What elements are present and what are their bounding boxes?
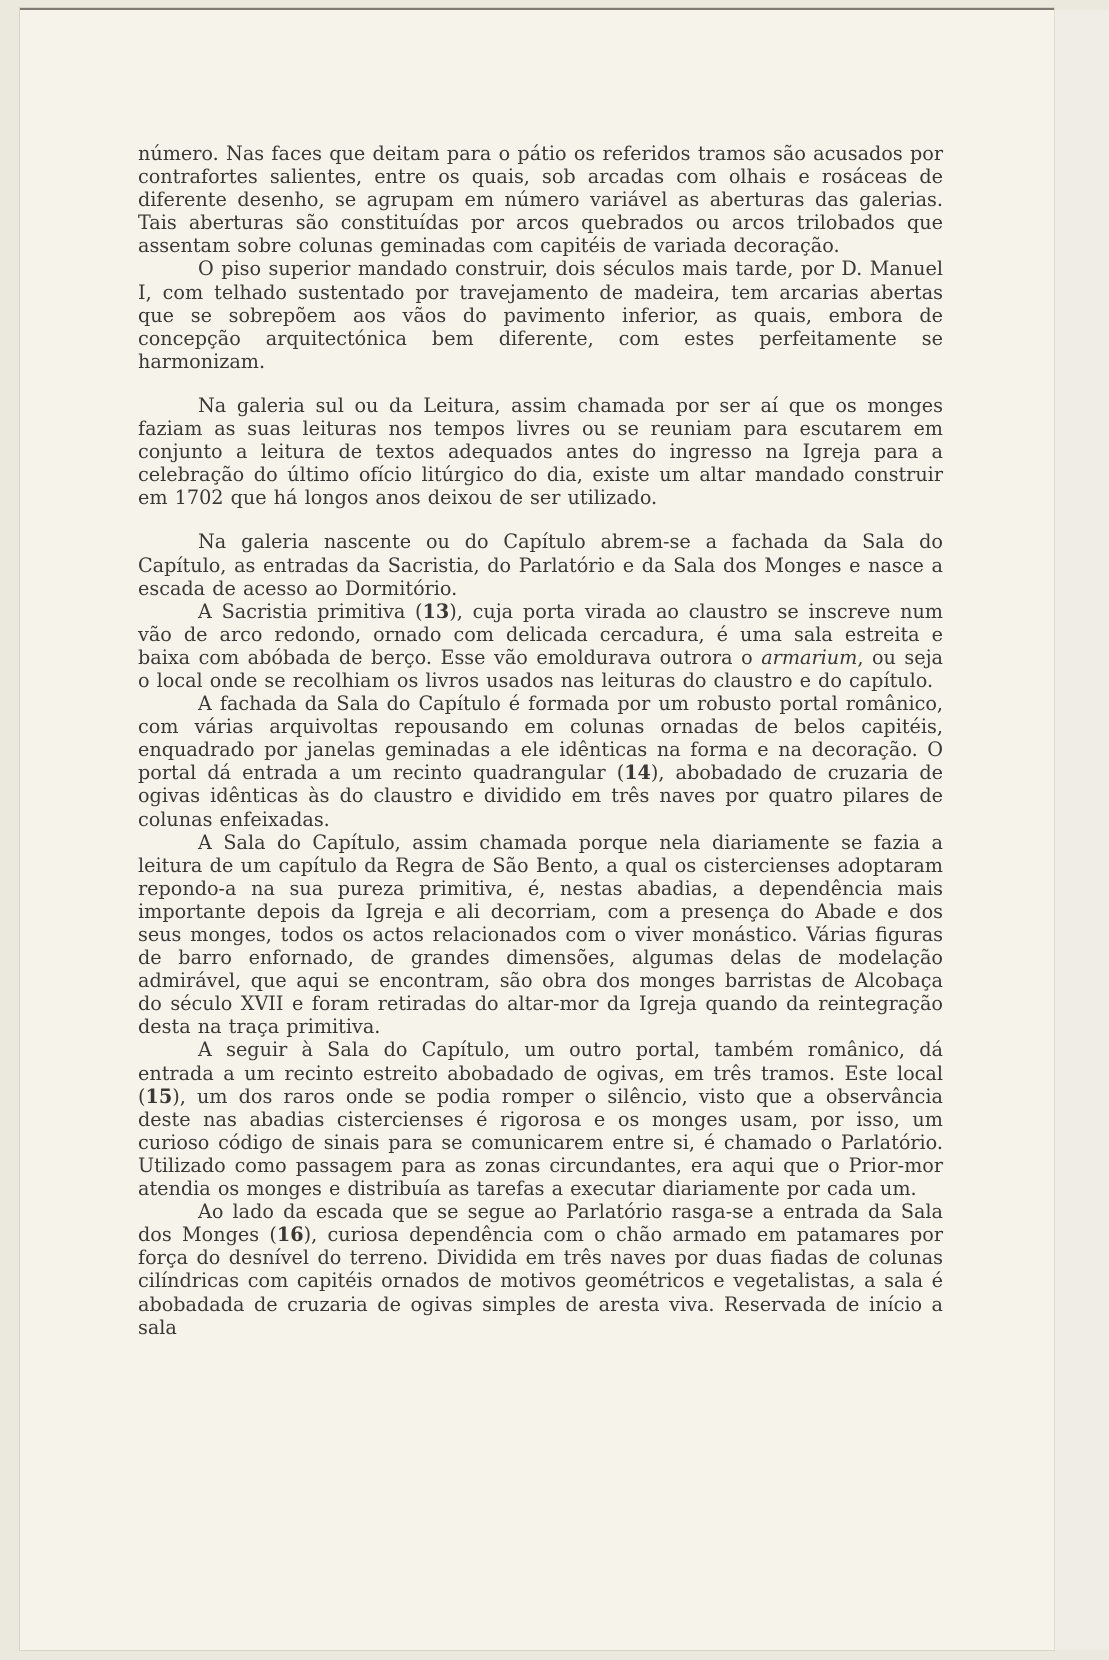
figure-reference-number: 16 <box>276 1223 304 1247</box>
paragraph-text: ), cuja porta virada ao claustro se inscreve num vão de arco redondo, ornado com delicada cercadura, é uma sala estreita e baixa com abóbada de berço. Esse vão emoldurava outrora o <box>138 599 943 669</box>
italic-term: armarium <box>761 645 858 669</box>
page-body-text <box>138 142 943 1339</box>
paragraph-text: número. Nas faces que deitam para o pátio os referidos tramos são acusados por contrafortes salientes, entre os quais, sob arcadas com olhais e rosáceas de diferente desenho, se agrupam em número variável as aberturas das galerias. Tais aberturas são constituídas por arcos quebrados ou arcos trilobados que assentam sobre colunas geminadas com capitéis de variada decoração. <box>138 142 943 258</box>
paragraph <box>138 1038 943 1200</box>
figure-reference-number: 14 <box>624 761 651 785</box>
paragraph <box>138 692 943 831</box>
paragraph <box>138 530 943 599</box>
paragraph-text: ), curiosa dependência com o chão armado em patamares por força do desnível do terreno. Dividida em três naves por duas fiadas de colunas cilíndricas com capitéis ornados de motivos geométricos e vegetalistas, a sala é abobadada de cruzaria de ogivas simples de aresta viva. Reservada de início a sala <box>138 1223 943 1339</box>
paragraph-text: A Sacristia primitiva ( <box>198 599 423 623</box>
paragraph-text: A fachada da Sala do Capítulo é formada por um robusto portal românico, com várias arquivoltas repousando em colunas ornadas de belos capitéis, enquadrado por janelas geminadas a ele idênticas na forma e na decoração. O portal dá entrada a um recinto quadrangular ( <box>138 692 943 785</box>
paragraph-text: ), abobadado de cruzaria de ogivas idênticas às do claustro e dividido em três naves por quatro pilares de colunas enfeixadas. <box>138 761 943 831</box>
figure-reference-number: 13 <box>422 599 450 623</box>
paragraph <box>138 142 943 257</box>
paragraph <box>138 257 943 372</box>
paragraph <box>138 831 943 1039</box>
paragraph-text: A seguir à Sala do Capítulo, um outro portal, também românico, dá entrada a um recinto estreito abobadado de ogivas, em três tramos. Este local ( <box>138 1038 943 1108</box>
paragraph-text: Na galeria nascente ou do Capítulo abrem-se a fachada da Sala do Capítulo, as entradas da Sacristia, do Parlatório e da Sala dos Monges e nasce a escada de acesso ao Dormitório. <box>138 530 943 600</box>
paragraph-text: O piso superior mandado construir, dois séculos mais tarde, por D. Manuel I, com telhado sustentado por travejamento de madeira, tem arcarias abertas que se sobrepõem aos vãos do pavimento inferior, as quais, embora de concepção arquitectónica bem diferente, com estes perfeitamente se harmonizam. <box>138 257 943 373</box>
scan-right-edge <box>1054 10 1109 1650</box>
paragraph-text: Ao lado da escada que se segue ao Parlatório rasga-se a entrada da Sala dos Monges ( <box>138 1200 943 1247</box>
figure-reference-number: 15 <box>145 1084 173 1108</box>
paragraph <box>138 1200 943 1339</box>
paragraph <box>138 394 943 509</box>
paragraph-text: ), um dos raros onde se podia romper o silêncio, visto que a observância deste nas abadias cistercienses é rigorosa e os monges usam, por isso, um curioso código de sinais para se comunicarem entre si, é chamado o Parlatório. Utilizado como passagem para as zonas circundantes, era aqui que o Prior-mor atendia os monges e distribuía as tarefas a executar diariamente por cada um. <box>138 1084 943 1201</box>
paragraph-text: Na galeria sul ou da Leitura, assim chamada por ser aí que os monges faziam as suas leituras nos tempos livres ou se reuniam para escutarem em conjunto a leitura de textos adequados antes do ingresso na Igreja para a celebração do último ofício litúrgico do dia, existe um altar mandado construir em 1702 que há longos anos deixou de ser utilizado. <box>138 393 943 510</box>
paragraph <box>138 600 943 692</box>
paragraph-text: , ou seja o local onde se recolhiam os livros usados nas leituras do claustro e do capítulo. <box>138 645 943 692</box>
paragraph-text: A Sala do Capítulo, assim chamada porque nela diariamente se fazia a leitura de um capítulo da Regra de São Bento, a qual os cistercienses adoptaram repondo-a na sua pureza primitiva, é, nestas abadias, a dependência mais importante depois da Igreja e ali decorriam, com a presença do Abade e dos seus monges, todos os actos relacionados com o viver monástico. Várias figuras de barro enfornado, de grandes dimensões, algumas delas de modelação admirável, que aqui se encontram, são obra dos monges barristas de Alcobaça do século XVII e foram retiradas do altar-mor da Igreja quando da reintegração desta na traça primitiva. <box>138 830 943 1039</box>
